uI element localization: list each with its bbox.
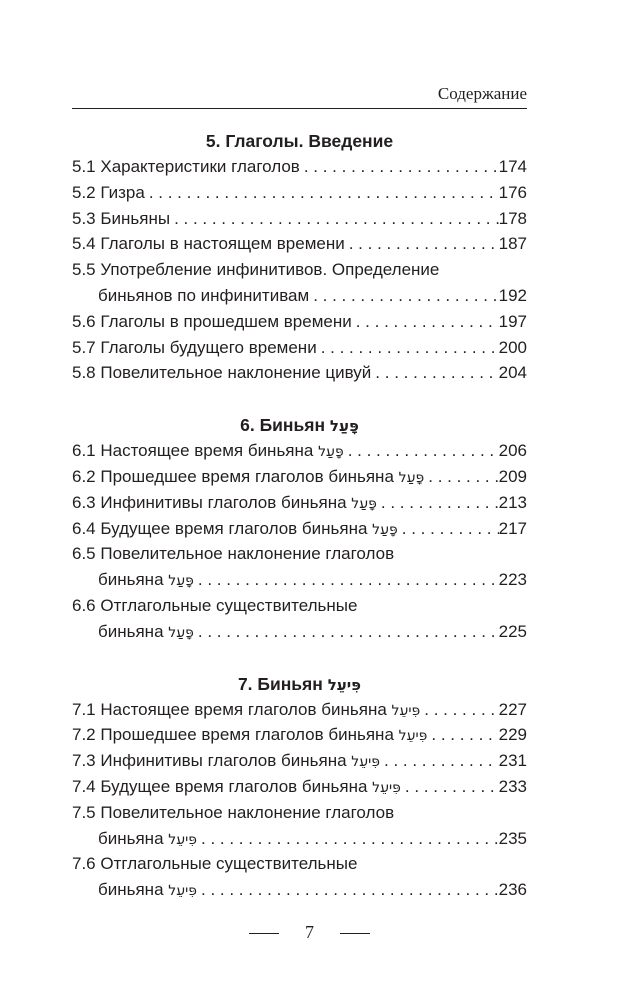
toc-entry[interactable] <box>72 541 527 567</box>
entry-page: 231 <box>498 751 527 771</box>
section-title <box>72 412 527 438</box>
entry-title: 6.6 Отглагольные существительные <box>72 595 358 615</box>
section-title-text: 5. Глаголы. Введение <box>205 131 394 151</box>
entry-title: биньяна פִּיעֵל <box>98 880 197 900</box>
entry-title: 5.7 Глаголы будущего времени <box>72 337 317 357</box>
entry-page: 225 <box>498 621 527 641</box>
dot-leader <box>371 360 498 386</box>
toc-entry[interactable] <box>72 231 527 257</box>
entry-hebrew: פָּעַל <box>398 469 425 486</box>
header-rule <box>72 108 527 109</box>
entry-title: 5.1 Характеристики глаголов <box>72 157 300 176</box>
toc-entry[interactable] <box>72 800 527 826</box>
dot-leader <box>427 722 498 748</box>
toc-entry[interactable] <box>72 154 527 180</box>
entry-title: 5.3 Биньяны <box>72 208 171 228</box>
toc-entry[interactable] <box>72 826 527 852</box>
page-number: 7 <box>305 922 314 942</box>
entry-title: 7.2 Прошедшее время глаголов биньяна פִּיעֵל <box>72 725 428 745</box>
section-title-hebrew: פָּעַל <box>329 417 359 436</box>
entry-hebrew: פִּיעֵל <box>351 754 381 771</box>
entry-page: 227 <box>498 699 527 719</box>
dot-leader <box>344 438 499 464</box>
entry-hebrew: פִּיעֵל <box>168 831 197 848</box>
entry-page: 187 <box>498 234 527 254</box>
toc-entry[interactable] <box>72 283 527 309</box>
dot-leader <box>317 335 499 361</box>
entry-page: 200 <box>498 337 527 357</box>
dot-leader <box>377 490 499 516</box>
entry-title: биньяна פָּעַל <box>98 621 194 641</box>
toc-entry[interactable] <box>72 206 527 232</box>
dot-leader <box>380 748 499 774</box>
toc-section <box>72 128 527 386</box>
entry-title: 5.5 Употребление инфинитивов. Определение <box>72 260 440 280</box>
toc-entry[interactable] <box>72 722 527 748</box>
dot-leader <box>197 877 499 903</box>
entry-title: 6.4 Будущее время глаголов биньяна פָּעַל <box>72 518 398 538</box>
entry-hebrew: פָּעַל <box>318 444 344 461</box>
toc-entry[interactable] <box>72 360 527 386</box>
toc-entry[interactable] <box>72 697 527 723</box>
dot-leader <box>424 464 498 490</box>
entry-page: 176 <box>498 182 527 202</box>
entry-title: 6.1 Настоящее время биньяна פָּעַל <box>72 441 344 461</box>
toc-section <box>72 671 527 903</box>
dot-leader <box>145 180 499 206</box>
entry-page: 204 <box>498 363 527 383</box>
toc-entry[interactable] <box>72 567 527 593</box>
entry-page: 178 <box>498 208 527 228</box>
entry-title: 5.8 Повелительное наклонение цивуй <box>72 363 372 383</box>
toc-entry[interactable] <box>72 593 527 619</box>
section-title <box>72 671 527 697</box>
entry-title: 5.2 Гизра <box>72 182 145 202</box>
toc-entry[interactable] <box>72 748 527 774</box>
dot-leader <box>309 283 498 309</box>
toc-entry[interactable] <box>72 516 527 542</box>
dot-leader <box>398 516 499 542</box>
entry-title: 6.5 Повелительное наклонение глаголов <box>72 544 395 564</box>
table-of-contents <box>72 128 527 929</box>
entry-page: 192 <box>498 285 527 305</box>
section-title <box>72 128 527 154</box>
entry-page: 233 <box>498 776 527 796</box>
entry-title: 7.5 Повелительное наклонение глаголов <box>72 802 395 822</box>
entry-title: 5.6 Глаголы в прошедшем времени <box>72 311 352 331</box>
entry-hebrew: פָּעַל <box>372 521 398 538</box>
dot-leader <box>345 231 499 257</box>
entry-hebrew: פִּיעֵל <box>168 883 197 900</box>
dot-leader <box>420 697 498 723</box>
entry-hebrew: פָּעַל <box>168 573 194 590</box>
entry-hebrew: פִּיעֵל <box>398 728 428 745</box>
running-head: Содержание <box>437 84 527 103</box>
entry-title: биньяна פָּעַל <box>98 570 194 590</box>
toc-entry[interactable] <box>72 774 527 800</box>
toc-entry[interactable] <box>72 257 527 283</box>
entry-hebrew: פָּעַל <box>168 624 194 641</box>
entry-page: 206 <box>498 441 527 461</box>
footer-dash-right <box>340 933 370 934</box>
toc-entry[interactable] <box>72 438 527 464</box>
dot-leader <box>352 309 499 335</box>
dot-leader <box>197 826 499 852</box>
toc-entry[interactable] <box>72 309 527 335</box>
entry-title: 7.4 Будущее время глаголов биньяна פִּיעֵל <box>72 776 401 796</box>
entry-page: 174 <box>498 157 527 176</box>
entry-title: 7.6 Отглагольные существительные <box>72 854 358 874</box>
toc-section <box>72 412 527 644</box>
dot-leader <box>170 206 499 232</box>
entry-page: 217 <box>498 518 527 538</box>
entry-title: 6.2 Прошедшее время глаголов биньяна פָּעַל <box>72 466 425 486</box>
toc-entry[interactable] <box>72 180 527 206</box>
entry-page: 223 <box>498 570 527 590</box>
entry-page: 209 <box>498 466 527 486</box>
entry-title: 7.3 Инфинитивы глаголов биньяна פִּיעֵל <box>72 751 381 771</box>
toc-entry[interactable] <box>72 335 527 361</box>
toc-entry[interactable] <box>72 490 527 516</box>
toc-entry[interactable] <box>72 877 527 903</box>
toc-entry[interactable] <box>72 619 527 645</box>
dot-leader <box>194 567 499 593</box>
entry-page: 235 <box>498 828 527 848</box>
entry-hebrew: פִּיעֵל <box>391 702 421 719</box>
entry-page: 213 <box>498 492 527 512</box>
toc-entry[interactable] <box>72 851 527 877</box>
entry-title: биньянов по инфинитивам <box>98 285 310 305</box>
page-footer <box>0 922 619 943</box>
toc-entry[interactable] <box>72 464 527 490</box>
dot-leader <box>401 774 499 800</box>
dot-leader <box>300 154 499 180</box>
dot-leader <box>194 619 499 645</box>
entry-title: биньяна פִּיעֵל <box>98 828 197 848</box>
entry-title: 7.1 Настоящее время глаголов биньяна פִּיעֵל <box>72 699 421 719</box>
section-title-hebrew: פִּיעֵל <box>327 675 362 694</box>
section-title-text: 6. Биньян <box>240 415 326 436</box>
entry-hebrew: פִּיעֵל <box>372 779 401 796</box>
section-title-text: 7. Биньян <box>237 673 323 694</box>
entry-title: 5.4 Глаголы в настоящем времени <box>72 234 345 254</box>
entry-page: 236 <box>498 880 527 900</box>
entry-page: 229 <box>498 725 527 745</box>
entry-hebrew: פָּעַל <box>351 495 377 512</box>
entry-title: 6.3 Инфинитивы глаголов биньяна פָּעַל <box>72 492 377 512</box>
footer-dash-left <box>249 933 279 934</box>
entry-page: 197 <box>498 311 527 331</box>
